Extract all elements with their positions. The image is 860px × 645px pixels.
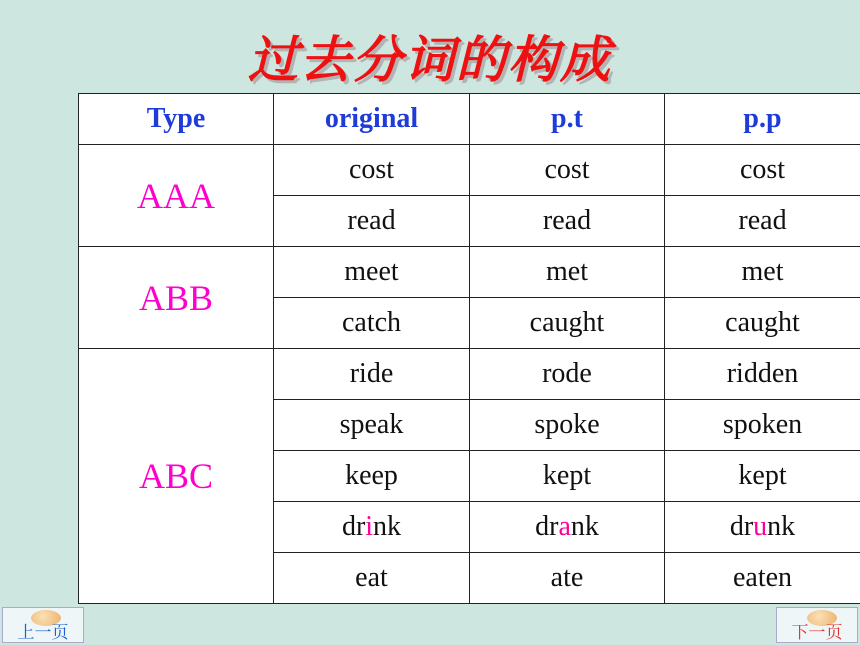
cell-past-tense: kept [470, 451, 665, 502]
cell-past-participle: kept [665, 451, 860, 502]
cell-original: eat [274, 553, 470, 604]
cell-past-tense: caught [470, 298, 665, 349]
header-original: original [274, 94, 470, 145]
header-past-participle: p.p [665, 94, 860, 145]
table-header-row [79, 94, 860, 145]
cell-past-participle [665, 502, 860, 553]
word-prefix: dr [535, 511, 559, 542]
cell-original: catch [274, 298, 470, 349]
type-label-aaa: AAA [79, 145, 274, 247]
cell-past-tense: met [470, 247, 665, 298]
slide-title: 过去分词的构成 [248, 31, 612, 89]
vowel-highlight: u [753, 511, 768, 542]
vowel-highlight: a [558, 511, 571, 542]
next-page-label: 下一页 [791, 622, 843, 643]
next-page-button[interactable] [776, 607, 858, 643]
cell-past-participle: ridden [665, 349, 860, 400]
word-prefix: dr [729, 511, 754, 542]
header-type: Type [79, 94, 274, 145]
cell-past-participle: read [665, 196, 860, 247]
table-row [79, 247, 860, 298]
cell-past-participle: cost [665, 145, 860, 196]
table-row [79, 349, 860, 400]
cell-original: read [274, 196, 470, 247]
header-past-tense: p.t [470, 94, 665, 145]
cell-original [274, 502, 470, 553]
cell-original: speak [274, 400, 470, 451]
cell-original: meet [274, 247, 470, 298]
word-suffix: nk [570, 511, 599, 542]
cell-original: keep [274, 451, 470, 502]
prev-page-label: 上一页 [17, 622, 69, 643]
word-suffix: nk [767, 511, 796, 542]
cell-past-participle: spoken [665, 400, 860, 451]
cell-past-participle: caught [665, 298, 860, 349]
cell-past-tense [470, 502, 665, 553]
vowel-highlight: i [365, 511, 374, 542]
prev-page-button[interactable] [2, 607, 84, 643]
table-row [79, 145, 860, 196]
cell-past-tense: spoke [470, 400, 665, 451]
verb-forms-table [78, 93, 860, 604]
type-label-abc: ABC [79, 349, 274, 604]
cell-original: cost [274, 145, 470, 196]
cell-past-participle: met [665, 247, 860, 298]
cell-past-participle: eaten [665, 553, 860, 604]
cell-original: ride [274, 349, 470, 400]
word-suffix: nk [373, 511, 402, 542]
word-prefix: dr [341, 511, 366, 542]
cell-past-tense: rode [470, 349, 665, 400]
cell-past-tense: read [470, 196, 665, 247]
type-label-abb: ABB [79, 247, 274, 349]
cell-past-tense: cost [470, 145, 665, 196]
cell-past-tense: ate [470, 553, 665, 604]
